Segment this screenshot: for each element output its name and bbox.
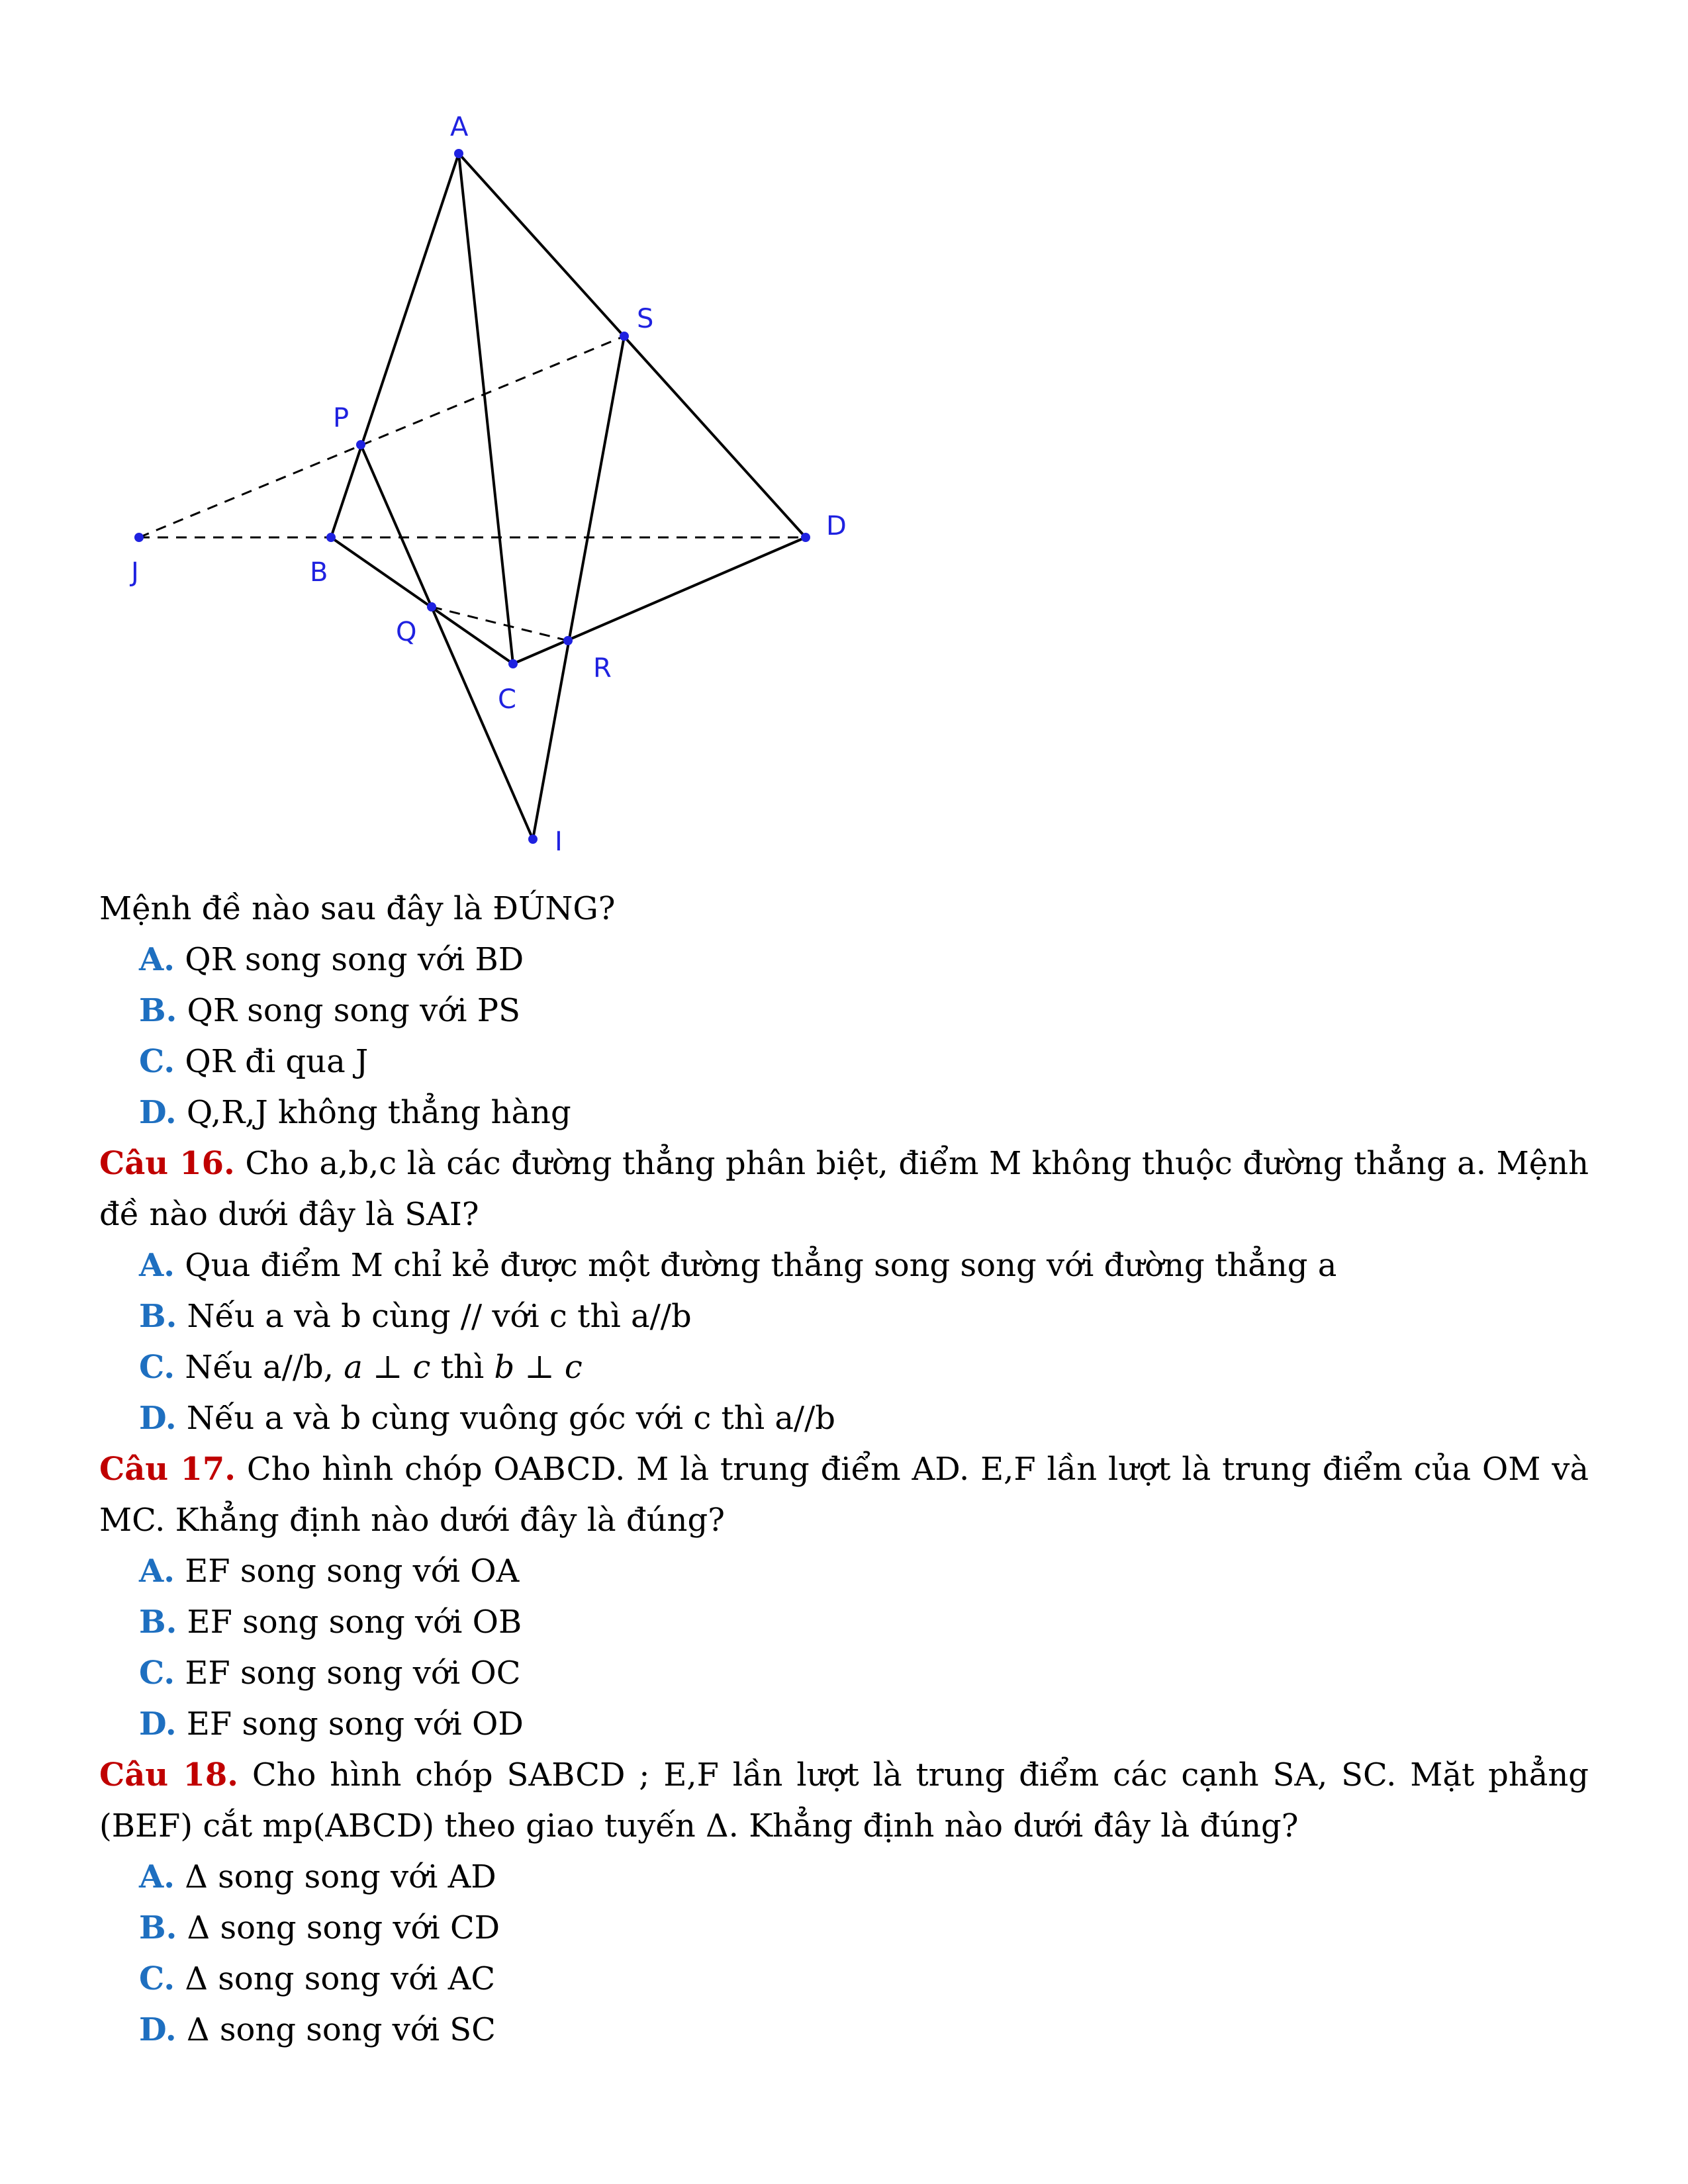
question-list bbox=[99, 884, 1589, 2056]
point-P bbox=[356, 440, 365, 449]
q15-option-c[interactable]: C. QR đi qua J bbox=[139, 1043, 369, 1080]
label-D: D bbox=[826, 511, 847, 541]
q15-option-d[interactable]: D. Q,R,J không thẳng hàng bbox=[139, 1094, 571, 1131]
point-B bbox=[326, 533, 336, 542]
q16-number: Câu 16. bbox=[99, 1145, 235, 1182]
point-J bbox=[134, 533, 144, 542]
point-I bbox=[528, 835, 538, 844]
q17-option-c[interactable]: C. EF song song với OC bbox=[139, 1655, 521, 1692]
q18-option-d[interactable]: D. Δ song song với SC bbox=[139, 2011, 496, 2048]
point-S bbox=[620, 332, 629, 341]
geometry-figure bbox=[99, 99, 894, 860]
q17-stem: Câu 17. Cho hình chóp OABCD. M là trung điểm AD. E,F lần lượt là trung điểm của OM và MC. Khẳng định nào dưới đây là đúng? bbox=[99, 1451, 1589, 1539]
math-b-perp-c: b ⊥ c bbox=[494, 1349, 583, 1386]
q18-option-c[interactable]: C. Δ song song với AC bbox=[139, 1960, 496, 1997]
edge-AB bbox=[331, 154, 459, 537]
q15-option-a[interactable]: A. QR song song với BD bbox=[139, 941, 524, 978]
label-P: P bbox=[333, 403, 350, 433]
q15-stem: Mệnh đề nào sau đây là ĐÚNG? bbox=[99, 890, 616, 927]
point-Q bbox=[427, 602, 436, 612]
dashed-QR bbox=[432, 607, 568, 641]
edge-AC bbox=[459, 154, 513, 664]
edge-CD bbox=[513, 537, 806, 664]
label-R: R bbox=[593, 653, 612, 684]
label-B: B bbox=[310, 557, 328, 588]
math-a-perp-c: a ⊥ c bbox=[344, 1349, 431, 1386]
q16-option-c[interactable]: C. Nếu a//b, a ⊥ c thì b ⊥ c bbox=[139, 1349, 583, 1386]
q17-option-b[interactable]: B. EF song song với OB bbox=[139, 1604, 522, 1641]
label-Q: Q bbox=[396, 617, 417, 647]
q15-option-b[interactable]: B. QR song song với PS bbox=[139, 992, 520, 1029]
q16-stem: Câu 16. Cho a,b,c là các đường thẳng phân biệt, điểm M không thuộc đường thẳng a. Mệnh đề nào dưới đây là SAI? bbox=[99, 1145, 1589, 1233]
q17-option-a[interactable]: A. EF song song với OA bbox=[139, 1553, 520, 1590]
label-C: C bbox=[498, 684, 516, 715]
q16-option-b[interactable]: B. Nếu a và b cùng // với c thì a//b bbox=[139, 1298, 692, 1335]
edge-SI bbox=[533, 336, 624, 839]
label-A: A bbox=[450, 112, 469, 142]
label-S: S bbox=[637, 304, 654, 334]
dashed-JS bbox=[139, 336, 624, 537]
point-A bbox=[454, 149, 463, 158]
point-C bbox=[508, 659, 518, 668]
point-D bbox=[801, 533, 810, 542]
q18-number: Câu 18. bbox=[99, 1756, 239, 1794]
q18-option-a[interactable]: A. Δ song song với AD bbox=[139, 1858, 496, 1895]
q16-option-a[interactable]: A. Qua điểm M chỉ kẻ được một đường thẳng song song với đường thẳng a bbox=[139, 1247, 1337, 1284]
label-I: I bbox=[555, 827, 563, 857]
q18-stem: Câu 18. Cho hình chóp SABCD ; E,F lần lượt là trung điểm các cạnh SA, SC. Mặt phẳng (BEF) cắt mp(ABCD) theo giao tuyến Δ. Khẳng định nào dưới đây là đúng? bbox=[99, 1756, 1589, 1844]
q17-number: Câu 17. bbox=[99, 1451, 236, 1488]
point-R bbox=[563, 636, 573, 645]
q17-option-d[interactable]: D. EF song song với OD bbox=[139, 1706, 524, 1743]
q16-option-d[interactable]: D. Nếu a và b cùng vuông góc với c thì a//b bbox=[139, 1400, 835, 1437]
edge-PI bbox=[361, 445, 533, 839]
label-J: J bbox=[131, 557, 139, 588]
q18-option-b[interactable]: B. Δ song song với CD bbox=[139, 1909, 500, 1946]
edge-BC bbox=[331, 537, 513, 664]
edge-AD bbox=[459, 154, 806, 537]
